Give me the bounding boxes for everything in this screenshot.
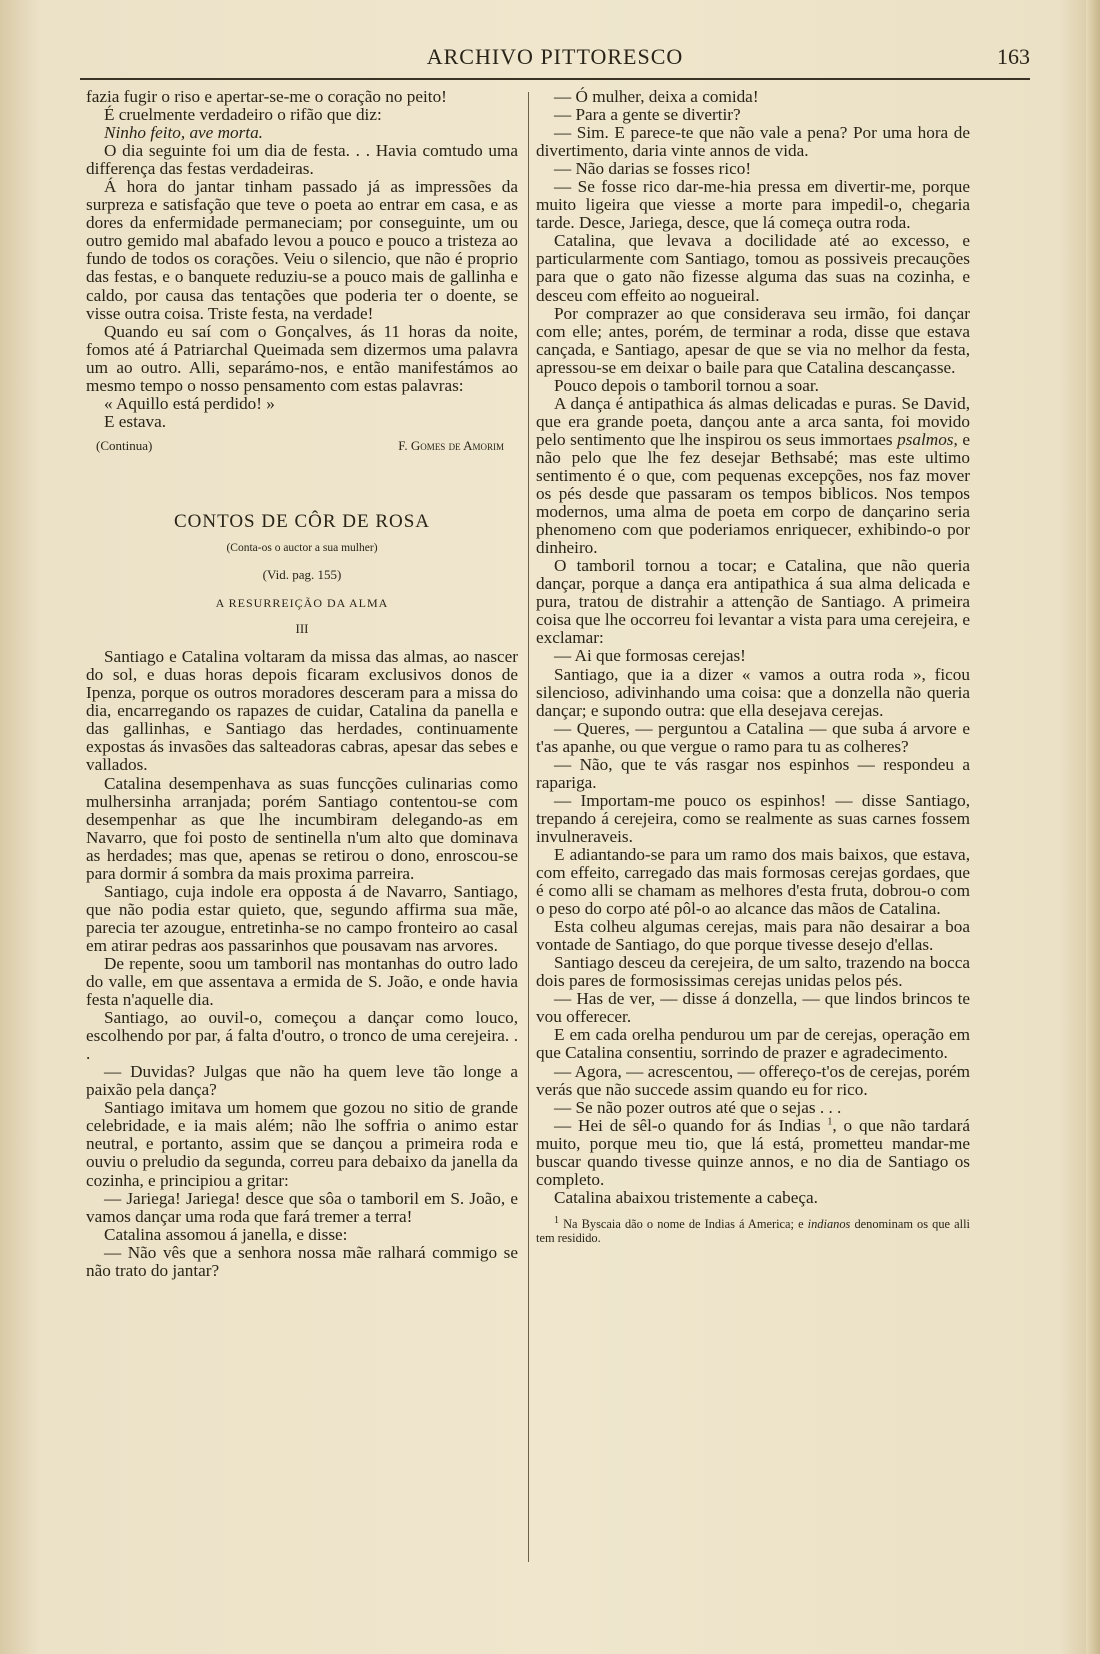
left-column xyxy=(86,88,518,1280)
paragraph-text: Catalina abaixou tristemente a cabeça. xyxy=(554,1187,818,1207)
paragraph xyxy=(86,395,518,413)
paragraph xyxy=(86,1244,518,1280)
paragraph xyxy=(536,232,970,304)
paragraph xyxy=(86,883,518,955)
paragraph xyxy=(536,666,970,720)
paragraph-text: — Para a gente se divertir? xyxy=(554,105,741,125)
paragraph-text: Santiago, que ia a dizer « vamos a outra roda », ficou silencioso, adivinhando uma coisa: que a donzella não queria dançar; e supondo outra: que ella desejava cerejas. xyxy=(536,664,970,720)
right-column-text xyxy=(536,88,970,1207)
paragraph xyxy=(536,792,970,846)
paragraph-text: Pouco depois o tamboril tornou a soar. xyxy=(554,375,819,395)
paragraph-text: Santiago, ao ouvil-o, começou a dançar como louco, escolhendo por par, á falta d'outro, o tronco de uma cerejeira. . . xyxy=(86,1008,518,1064)
paragraph xyxy=(86,648,518,774)
paragraph-text: — Importam-me pouco os espinhos! — disse Santiago, trepando á cerejeira, como se realmente as suas carnes fossem invulneraveis. xyxy=(536,790,970,846)
paragraph xyxy=(536,1099,970,1117)
paragraph xyxy=(86,775,518,883)
paragraph-text: « Aquillo está perdido! » xyxy=(104,393,275,413)
paragraph xyxy=(536,918,970,954)
paragraph-text: — Jariega! Jariega! desce que sôa o tamboril em S. João, e vamos dançar uma roda que fará tremer a terra! xyxy=(86,1188,518,1226)
paragraph xyxy=(536,377,970,395)
author-signature: F. Gomes de Amorim xyxy=(398,437,504,453)
paragraph-text: De repente, soou um tamboril nas montanhas do outro lado do valle, em que assentava a ermida de S. João, e onde havia festa n'aquelle dia. xyxy=(86,953,518,1010)
paragraph xyxy=(86,124,518,142)
paragraph-text: E em cada orelha pendurou um par de cerejas, operação em que Catalina consentiu, sorrindo de prazer e agradecimento. xyxy=(536,1025,970,1063)
page-edge xyxy=(1086,0,1100,1654)
column-divider xyxy=(528,92,529,1562)
paragraph-text: Santiago imitava um homem que gozou no sitio de grande celebridade, e ia mais além; não lhe soffria o animo estar neutral, e portanto, assim que se dançou a primeira roda e ouviu o preludio da segunda, correu para debaixo da janella da cozinha, e principiou a gritar: xyxy=(86,1098,518,1190)
paragraph-text: Quando eu saí com o Gonçalves, ás 11 horas da noite, fomos até á Patriarchal Queimada sem dizermos uma palavra um ao outro. Alli, separámo-nos, e então manifestámos ao mesmo tempo o nosso pensamento com estas palavras: xyxy=(86,321,518,395)
page-number: 163 xyxy=(997,44,1030,69)
header-rule xyxy=(80,78,1030,80)
paragraph-text: — Ó mulher, deixa a comida! xyxy=(554,87,759,106)
paragraph xyxy=(86,178,518,322)
paragraph xyxy=(536,846,970,918)
paragraph-text: — Não vês que a senhora nossa mãe ralhará commigo se não trato do jantar? xyxy=(86,1242,518,1280)
paragraph xyxy=(86,1009,518,1063)
paragraph xyxy=(536,1189,970,1207)
paragraph-text: Santiago, cuja indole era opposta á de Navarro, Santiago, que não podia estar quieto, que, segundo affirma sua mãe, parecia ter azougue, entretinha-se no campo fronteiro ao casal em atirar pedras aos passarinhos que pousavam nas arvores. xyxy=(86,881,518,955)
paragraph-text: — Queres, — perguntou a Catalina — que suba á arvore e t'as apanhe, ou que vergue o ramo para tu as colheres? xyxy=(536,718,970,756)
paragraph-text: Catalina, que levava a docilidade até ao excesso, e particularmente com Santiago, tomou as possiveis precauções para que o gato não fizesse alguma das suas na cozinha, e desceu com effeito ao nogueiral. xyxy=(536,231,970,305)
signature-row xyxy=(86,437,518,455)
paragraph-text: Ninho feito, ave morta. xyxy=(104,123,263,143)
left-column-text-bottom xyxy=(86,648,518,1280)
page-header xyxy=(80,44,1030,72)
paragraph xyxy=(536,647,970,665)
paragraph-text: O dia seguinte foi um dia de festa. . . Havia comtudo uma differença das festas verdadeiras. xyxy=(86,141,518,179)
left-column-text-top xyxy=(86,88,518,431)
paragraph-text: — Has de ver, — disse á donzella, — que lindos brincos te vou offerecer. xyxy=(536,989,970,1027)
continua-note: (Continua) xyxy=(96,437,153,453)
paragraph-text: Santiago desceu da cerejeira, de um salto, trazendo na bocca dois pares de formosissimas cerejas unidas pelos pés. xyxy=(536,953,970,991)
paragraph-text-continued: , o que não tardará muito, porque meu tio, que lá está, prometteu mandar-me buscar quando tivesse quinze annos, e no dia de Santiago os completo. xyxy=(536,1115,971,1189)
paragraph xyxy=(536,954,970,990)
section-reference: (Vid. pag. 155) xyxy=(262,567,342,583)
paragraph-text: — Agora, — acrescentou, — offereço-t'os de cerejas, porém verás que não succede assim quando eu for rico. xyxy=(536,1061,970,1099)
paragraph-text: Catalina desempenhava as suas funcções culinarias como mulhersinha arranjada; porém Santiago contentou-se com desempenhar as que lhe incumbiram delegando-as em Navarro, que foi posto de sentinella n'um alto que dominava as herdades; mas que, apenas se retirou o dono, enroscou-se para dormir á sombra da mais proxima parreira. xyxy=(86,773,518,883)
paragraph xyxy=(536,124,970,160)
paragraph-text: — Sim. E parece-te que não vale a pena? Por uma hora de divertimento, daria vinte annos de vida. xyxy=(536,123,970,161)
paragraph-text: Esta colheu algumas cerejas, mais para não desairar a boa vontade de Santiago, do que porque tivesse desejo d'ellas. xyxy=(536,917,970,955)
paragraph xyxy=(86,323,518,395)
paragraph xyxy=(536,1117,970,1189)
paragraph xyxy=(536,1063,970,1099)
paragraph xyxy=(536,160,970,178)
paragraph-text: — Ai que formosas cerejas! xyxy=(554,646,746,666)
paragraph-text: fazia fugir o riso e apertar-se-me o coração no peito! xyxy=(86,87,447,106)
footnote-reference: 1 xyxy=(827,1115,833,1127)
paragraph xyxy=(536,305,970,377)
paragraph-text: Á hora do jantar tinham passado já as impressões da surpreza e satisfação que teve o poeta ao entrar em casa, e as dores da enfermidade permaneciam; por conseguinte, um ou outro gemido mal abafado levou a pouco e pouco a tristeza ao fundo de todos os corações. Veiu o silencio, que não é proprio das festas, e o banquete reduziu-se a pouco mais de gallinha e caldo, por causa das tentações que poderia ter o doente, se visse outra coisa. Triste festa, na verdade! xyxy=(86,177,518,323)
paragraph-text: — Não darias se fosses rico! xyxy=(554,159,752,179)
section-title: CONTOS DE CÔR DE ROSA xyxy=(173,510,431,532)
paragraph-text: — Se não pozer outros até que o sejas . . . xyxy=(554,1097,842,1117)
italic-word: psalmos xyxy=(897,429,954,449)
paragraph-text: O tamboril tornou a tocar; e Catalina, que não queria dançar, porque a dança era antipathica á sua alma delicada e pura, tratou de distrahir a attenção de Santiago. A primeira coisa que lhe occorreu foi levantar a vista para uma cerejeira, e exclamar: xyxy=(536,556,970,648)
paragraph xyxy=(86,106,518,124)
paragraph xyxy=(536,88,970,106)
paragraph xyxy=(536,756,970,792)
footnote-text-before: Na Byscaia dão o nome de Indias á America; e xyxy=(563,1216,804,1231)
paragraph xyxy=(536,106,970,124)
paragraph xyxy=(86,955,518,1009)
paragraph-text: É cruelmente verdadeiro o rifão que diz: xyxy=(104,105,382,125)
paragraph xyxy=(86,1226,518,1244)
paragraph xyxy=(536,720,970,756)
paragraph-text-continued: , e não pelo que lhe fez desejar Bethsabé; mas este ultimo sentimento é o que, com pequenas excepções, nos faz mover os pés desde que passaram os tempos biblicos. Nos tempos modernos, uma alma de poeta em corpo de dançarino seria phenomeno com que poderiamos enriquecer, exhibindo-o por dinheiro. xyxy=(536,429,970,558)
paragraph-text: E estava. xyxy=(104,411,167,431)
paragraph xyxy=(86,142,518,178)
paragraph xyxy=(536,1026,970,1062)
paragraph-text: A dança é antipathica ás almas delicadas e puras. Se David, que era grande poeta, dançou ante a arca santa, foi movido pelo sentimento que lhe inspirou os seus immortaes xyxy=(536,393,970,449)
paragraph xyxy=(536,990,970,1026)
paragraph xyxy=(86,1190,518,1226)
paragraph xyxy=(86,413,518,431)
paragraph-text: Catalina assomou á janella, e disse: xyxy=(104,1224,348,1244)
footnote-italic: indianos xyxy=(807,1216,851,1231)
footnote-text-after: denominam os que alli tem residido. xyxy=(536,1216,970,1245)
footnote-marker: 1 xyxy=(554,1214,559,1226)
paragraph xyxy=(86,1063,518,1099)
paragraph xyxy=(536,178,970,232)
publication-title: ARCHIVO PITTORESCO xyxy=(426,44,684,69)
paragraph-text: Por comprazer ao que considerava seu irmão, foi dançar com elle; antes, porém, de terminar a roda, disse que estava cançada, e Santiago, apesar de que se via no melhor da festa, apressou-se em deixar o baile para que Catalina descançasse. xyxy=(536,303,970,377)
paragraph xyxy=(536,395,970,557)
paragraph xyxy=(536,557,970,647)
paragraph xyxy=(86,1099,518,1189)
paragraph-text: Santiago e Catalina voltaram da missa das almas, ao nascer do sol, e duas horas depois ficaram exclusivos donos de Ipenza, porque os outros moradores desceram para a missa do dia, encarregando os rapazes de cuidar, Catalina da panella e das gallinhas, e Santiago das herdades, continuamente expostas ás invasões das salteadoras cabras, apesar das sebes e vallados. xyxy=(86,647,518,775)
paragraph xyxy=(86,88,518,106)
chapter-number: III xyxy=(295,621,309,637)
paragraph-text: — Se fosse rico dar-me-hia pressa em divertir-me, porque muito ligeira que viesse a morte para impedil-o, chegaria tarde. Desce, Jariega, desce, que lá começa outra roda. xyxy=(536,177,970,233)
paragraph-text: — Hei de sêl-o quando for ás Indias xyxy=(554,1115,821,1135)
story-heading: A RESURREIÇÃO DA ALMA xyxy=(215,596,389,611)
paragraph-text: E adiantando-se para um ramo dos mais baixos, que estava, com effeito, carregado das mais formosas cerejas gordaes, que é como alli se chamam as melhores d'esta fruta, dobrou-o com o peso do corpo até pôl-o ao alcance das mãos de Catalina. xyxy=(536,844,970,919)
right-column xyxy=(536,88,970,1245)
section-subtitle: (Conta-os o auctor a sua mulher) xyxy=(226,541,378,554)
footnote xyxy=(536,1214,970,1245)
paragraph-text: — Não, que te vás rasgar nos espinhos — respondeu a rapariga. xyxy=(536,754,970,792)
paragraph-text: — Duvidas? Julgas que não ha quem leve tão longe a paixão pela dança? xyxy=(86,1062,518,1100)
